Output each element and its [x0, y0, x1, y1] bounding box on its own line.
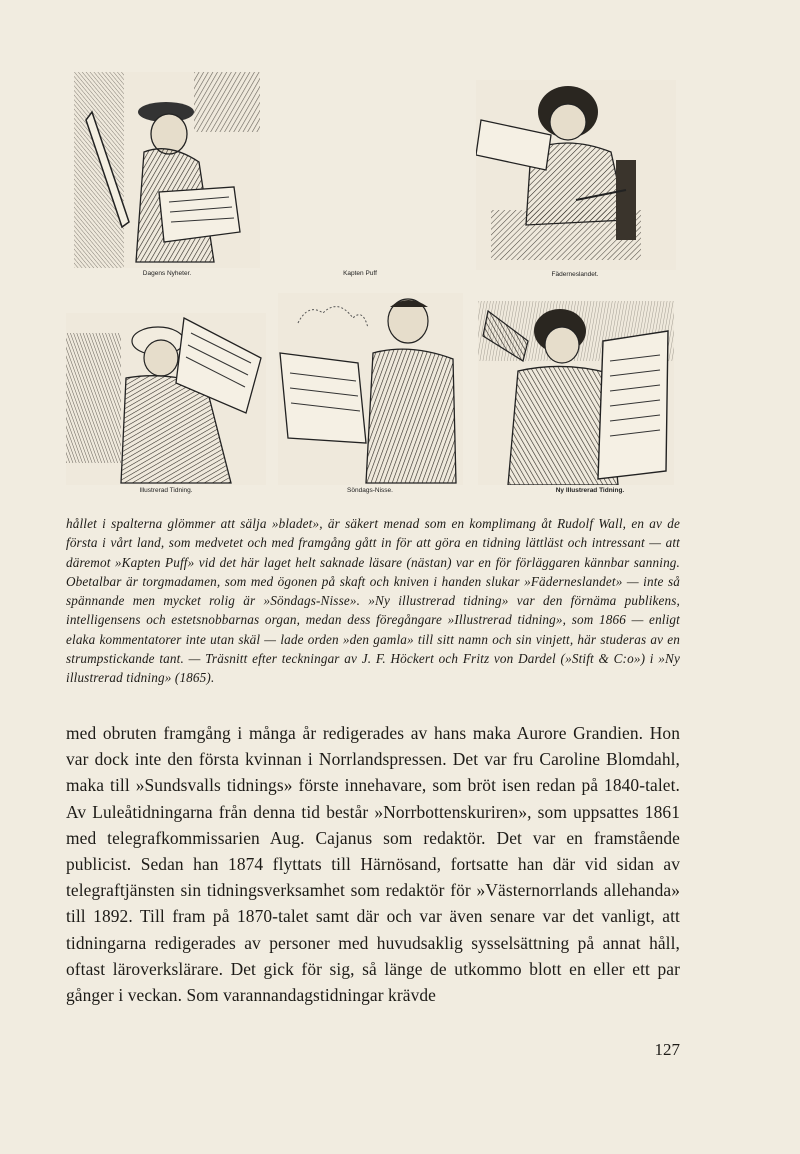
woodcut-newsboy: [74, 72, 260, 268]
page-number: 127: [654, 1040, 680, 1059]
figure-caption: [66, 514, 680, 688]
woodcut-smoking-man: [278, 293, 463, 485]
illustration-faderneslandet: [476, 80, 676, 270]
caption-sondags-nisse: Söndags-Nisse.: [347, 487, 393, 494]
woodcut-old-lady: [66, 313, 266, 485]
figure-caption-text: hållet i spalterna glömmer att sälja »bladet», är säkert menad som en komplimang åt Rudolf Wall, en av de första i vårt land, som medvetet och med framgång gått in för att göra en tidning lättläst och intressant — att däremot »Kapten Puff» vid det här laget helt saknade läsare (nästan) var en för förläggaren kännbar sanning. Obetalbar är torgmadamen, som med ögonen på skaft och kniven i handen slukar »Fäderneslandet» — inte så spännande men mycket rolig är »Söndags-Nisse». »Ny illustrerad tidning» var den förnäma publikens, intelligensens och estetsnobbarnas organ, medan dess föregångare »Illustrerad tidning», som 1866 — enligt elaka kommentatorer inte utan skäl — lade orden »den gamla» till sitt namn och sin vinjett, här studeras av en strumpstickande tant. — Träsnitt efter teckningar av J. F. Höckert och Fritz von Dardel (»Stift & C:o») i »Ny illustrerad tidning» (1865).: [66, 516, 680, 686]
woodcut-gentleman: [478, 301, 674, 485]
illustration-illustrerad-tidning: [66, 313, 266, 485]
caption-ny-illustrerad-tidning: Ny Illustrerad Tidning.: [555, 487, 625, 494]
body-text: [66, 720, 680, 1008]
body-paragraph: med obruten framgång i många år redigerades av hans maka Aurore Grandien. Hon var dock inte den första kvinnan i Norrlandspressen. Det var fru Caroline Blomdahl, maka till »Sundsvalls tidnings» förste innehavare, som bröt isen redan på 1840-talet. Av Luleåtidningarna från denna tid består »Norrbottenskuriren», som uppsattes 1861 med telegrafkommissarien Aug. Cajanus som redaktör. Det var en framstående publicist. Sedan han 1874 flyttats till Härnösand, fortsatte han där vid sidan av telegraftjänsten sin tidningsverksamhet som redaktör för »Västernorrlands allehanda» till 1892. Till fram på 1870-talet samt där och var även senare var det vanligt, att tidningarna redigerades av personer med huvudsaklig sysselsättning på annat håll, oftast läroverkslärare. Det gick för sig, så länge de utkommo blott en eller ett par gånger i veckan. Som varannandagstidningar krävde: [66, 723, 680, 1006]
caption-kapten-puff: Kapten Puff: [343, 270, 377, 277]
caption-faderneslandet: Fäderneslandet.: [551, 271, 599, 278]
caption-dagens-nyheter: Dagens Nyheter.: [142, 270, 192, 277]
illustration-sondags-nisse: [278, 293, 463, 485]
illustration-dagens-nyheter: [74, 72, 260, 268]
woodcut-market-woman: [476, 80, 676, 270]
illustration-ny-illustrerad-tidning: [478, 301, 674, 485]
caption-illustrerad-tidning: Illustrerad Tidning.: [139, 487, 193, 494]
